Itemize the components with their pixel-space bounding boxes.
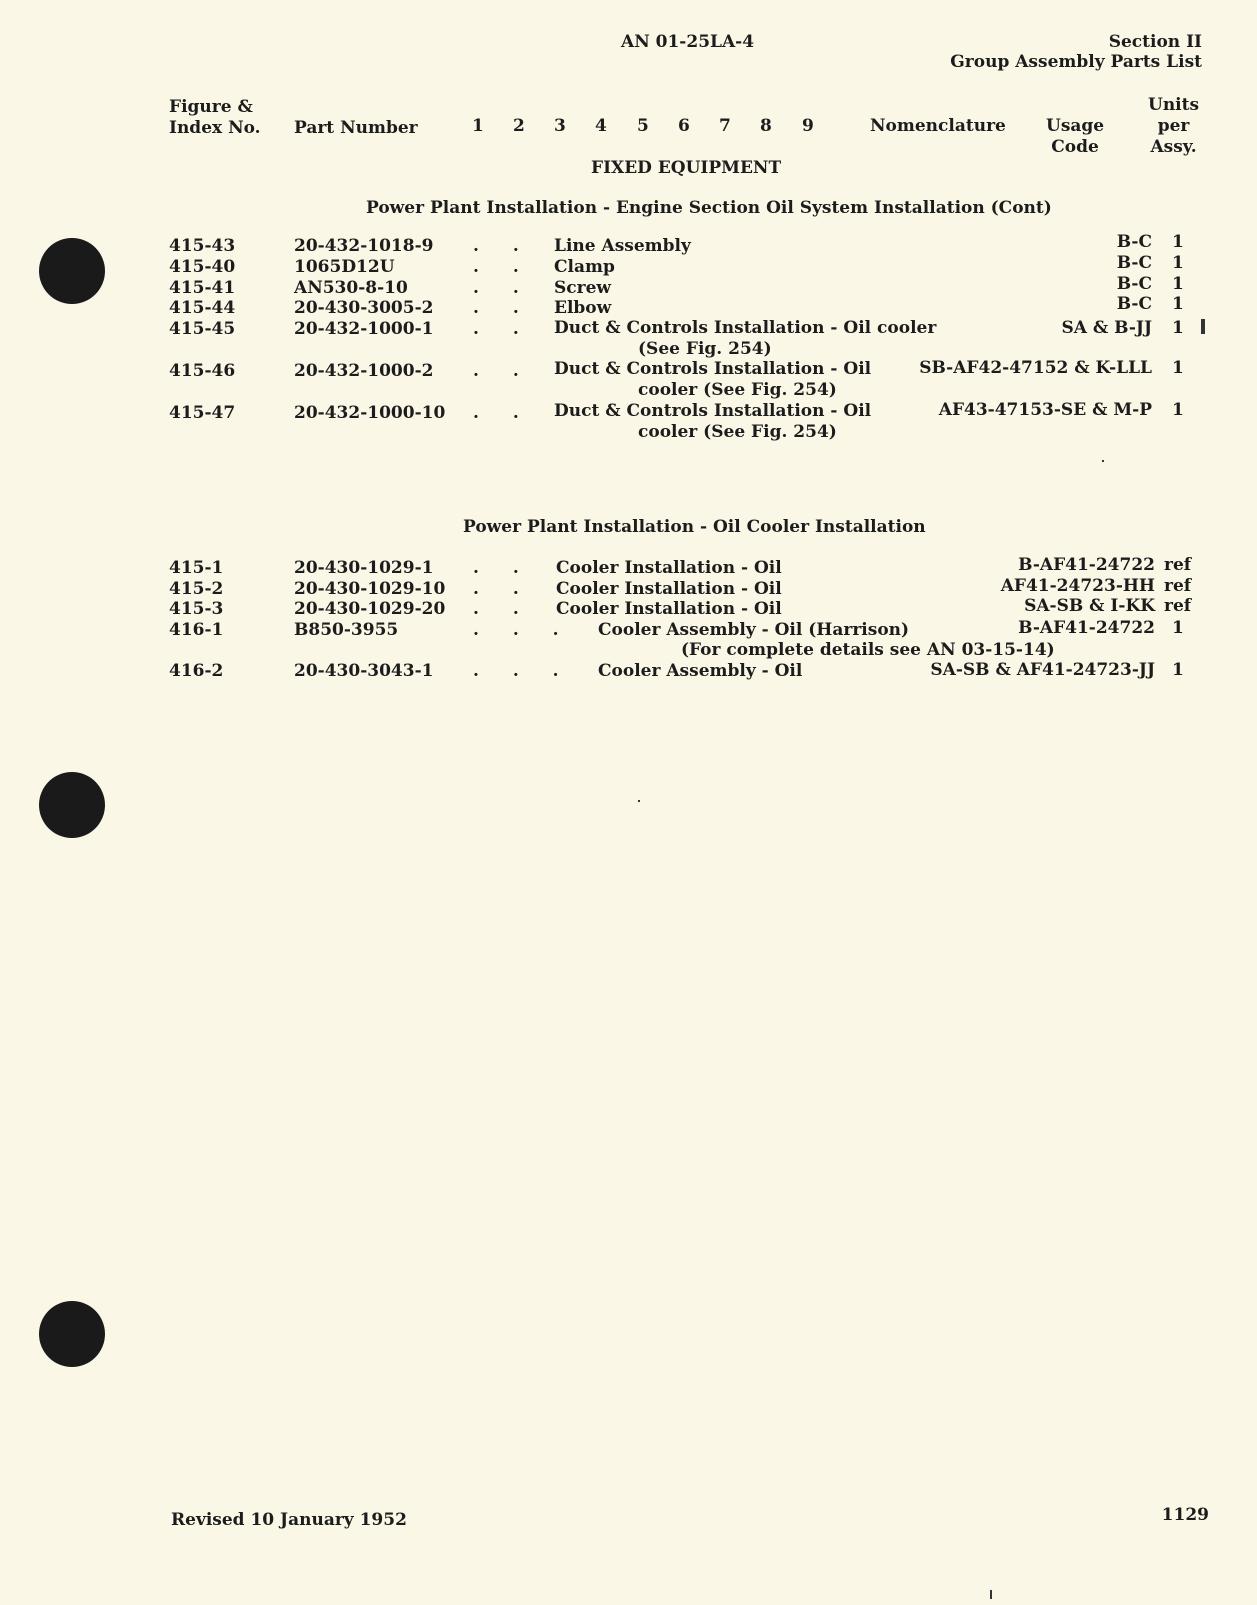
part-number: 20-430-1029-10 [294, 579, 446, 599]
binder-hole-bottom [39, 1301, 105, 1367]
part-number: 20-430-3005-2 [294, 298, 434, 318]
usage-code: B-C [1116, 232, 1152, 252]
nomenclature: Cooler Installation - Oil [556, 579, 782, 599]
usage-code: B-C [1116, 294, 1152, 314]
units: 1 [1172, 618, 1184, 638]
indent-dots: . . [473, 236, 533, 256]
figure-index: 415-1 [169, 558, 224, 578]
units: 1 [1172, 358, 1184, 378]
binder-hole-middle [39, 772, 105, 838]
figure-index: 416-1 [169, 620, 224, 640]
section-label: Section II [1108, 32, 1202, 52]
indent-dots: . . . [473, 661, 573, 681]
figure-index: 415-45 [169, 319, 236, 339]
nomenclature: Cooler Installation - Oil [556, 599, 782, 619]
nomenclature: Line Assembly [554, 236, 691, 256]
indent-dots: . . [473, 403, 533, 423]
speck [990, 1590, 992, 1599]
units: 1 [1172, 232, 1184, 252]
indent-dots: . . [473, 599, 533, 619]
nomenclature: Duct & Controls Installation - Oil [554, 401, 872, 421]
indent-dots: . . [473, 361, 533, 381]
usage-code: SA-SB & I-KK [1024, 596, 1155, 616]
units: ref [1164, 576, 1192, 596]
speck [1102, 460, 1104, 462]
group-title: FIXED EQUIPMENT [591, 158, 782, 178]
units: 1 [1172, 274, 1184, 294]
doc-number: AN 01-25LA-4 [621, 32, 755, 52]
part-number: 20-430-1029-20 [294, 599, 446, 619]
figure-index: 415-2 [169, 579, 224, 599]
part-number: 20-432-1000-2 [294, 361, 434, 381]
binder-hole-top [39, 238, 105, 304]
nomenclature: Elbow [554, 298, 612, 318]
nomenclature: Duct & Controls Installation - Oil cooler [554, 318, 937, 338]
usage-code: B-C [1116, 253, 1152, 273]
usage-code: B-AF41-24722 [1018, 618, 1155, 638]
nomenclature: Screw [554, 278, 612, 298]
indent-dots: . . [473, 257, 533, 277]
figure-index: 415-41 [169, 278, 236, 298]
part-number: 20-432-1000-10 [294, 403, 446, 423]
part-number: 1065D12U [294, 257, 395, 277]
indent-dots: . . [473, 298, 533, 318]
indent-dots: . . [473, 558, 533, 578]
part-number: 20-430-3043-1 [294, 661, 434, 681]
usage-code: AF41-24723-HH [1000, 576, 1155, 596]
nomenclature: Cooler Assembly - Oil (Harrison) [598, 620, 910, 640]
indent-dots: . . [473, 319, 533, 339]
col-figure-index: Figure & Index No. [169, 97, 261, 138]
figure-index: 415-47 [169, 403, 236, 423]
figure-index: 416-2 [169, 661, 224, 681]
units: 1 [1172, 400, 1184, 420]
figure-index: 415-40 [169, 257, 236, 277]
units: ref [1164, 596, 1192, 616]
units: 1 [1172, 294, 1184, 314]
section-title-engine-oil: Power Plant Installation - Engine Section Oil System Installation (Cont) [366, 198, 1052, 218]
nomenclature: Cooler Installation - Oil [556, 558, 782, 578]
col-part-number: Part Number [294, 118, 418, 138]
nomenclature-cont: (See Fig. 254) [638, 339, 772, 359]
revision-bar [1201, 319, 1205, 334]
section-title: Group Assembly Parts List [950, 52, 1202, 72]
nomenclature-cont: cooler (See Fig. 254) [638, 422, 837, 442]
part-number: 20-432-1000-1 [294, 319, 434, 339]
indent-dots: . . . [473, 620, 573, 640]
parts-list-page: AN 01-25LA-4 Section II Group Assembly Parts List Figure & Index No. Part Number 1 2 3 4 5 6 7 8 9 Nomenclature Usage Code Units per Assy. FIXED EQUIPMENT Power Plant Installation - Engine Section Oil System Installation (Cont) 415-43 20-432-1018-9 . . Line Assembly B-C 1 415-40 1065D12U . . Clamp B-C 1 415-41 AN530-8-10 . . Screw B-C 1 415-44 20-430-3005-2 . . Elbow B-C 1 415-45 20-432-1000-1 . . Duct & Controls Installation - Oil cooler (See Fig. 254) SA & B-JJ 1 415-46 20-432-1000-2 . . Duct & Controls Installation - Oil cooler (See Fig. 254) SB-AF42-47152 & K-LLL 1 415-47 20-432-1000-10 . . Duct & Controls Installation - Oil cooler (See Fig. 254) AF43-47153-SE & M-P 1 Power Plant Installation - Oil Cooler Installation 415-1 20-430-1029-1 . . Cooler Installation - Oil B-AF41-24722 ref 415-2 20-430-1029-10 . . Cooler Installation - Oil AF41-24723-HH ref 415-3 20-430-1029-20 . . Cooler Installation - Oil SA-SB & I-KK ref 416-1 B850-3955 . . . Cooler Assembly - Oil (Harrison) (For complete details see AN 03-15-14) B-AF41-24722 1 416-2 20-430-3043-1 . . . Cooler Assembly - Oil SA-SB & AF41-24723-JJ 1 Revised 10 January 1952 1129 [0, 0, 1257, 1605]
indent-dots: . . [473, 579, 533, 599]
part-number: 20-432-1018-9 [294, 236, 434, 256]
usage-code: B-AF41-24722 [1018, 555, 1155, 575]
figure-index: 415-3 [169, 599, 224, 619]
units: ref [1164, 555, 1192, 575]
figure-index: 415-46 [169, 361, 236, 381]
usage-code: B-C [1116, 274, 1152, 294]
section-title-oil-cooler: Power Plant Installation - Oil Cooler Installation [463, 517, 926, 537]
usage-code: SA-SB & AF41-24723-JJ [930, 660, 1155, 680]
speck [638, 800, 640, 802]
nomenclature: Clamp [554, 257, 615, 277]
col-nomenclature: Nomenclature [870, 116, 1006, 136]
usage-code: AF43-47153-SE & M-P [938, 400, 1152, 420]
figure-index: 415-43 [169, 236, 236, 256]
col-units-per-assy: Units per Assy. [1148, 95, 1200, 157]
part-number: 20-430-1029-1 [294, 558, 434, 578]
col-usage-code: Usage Code [1046, 116, 1105, 157]
part-number: B850-3955 [294, 620, 399, 640]
part-number: AN530-8-10 [294, 278, 408, 298]
units: 1 [1172, 660, 1184, 680]
units: 1 [1172, 253, 1184, 273]
nomenclature: Duct & Controls Installation - Oil [554, 359, 872, 379]
nomenclature-cont: cooler (See Fig. 254) [638, 380, 837, 400]
nomenclature-cont: (For complete details see AN 03-15-14) [681, 640, 1055, 660]
usage-code: SB-AF42-47152 & K-LLL [919, 358, 1152, 378]
revision-date: Revised 10 January 1952 [171, 1510, 407, 1530]
indent-dots: . . [473, 278, 533, 298]
usage-code: SA & B-JJ [1061, 318, 1152, 338]
nomenclature: Cooler Assembly - Oil [598, 661, 803, 681]
figure-index: 415-44 [169, 298, 236, 318]
units: 1 [1172, 318, 1184, 338]
page-number: 1129 [1161, 1505, 1209, 1525]
